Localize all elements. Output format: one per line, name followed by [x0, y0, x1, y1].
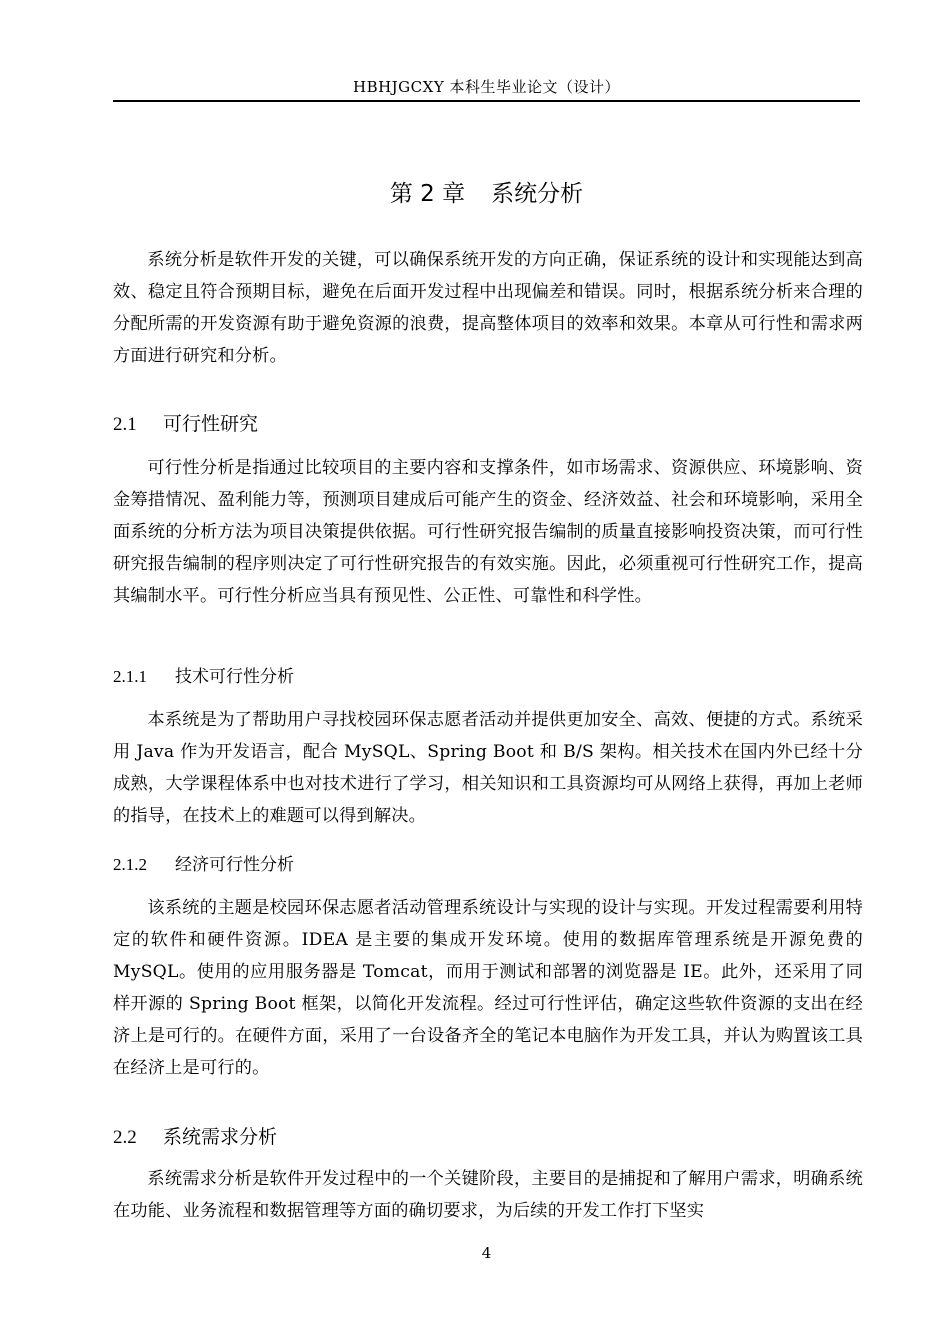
page-number: 4	[481, 1244, 492, 1262]
technical-feasibility-paragraph: 本系统是为了帮助用户寻找校园环保志愿者活动并提供更加安全、高效、便捷的方式。系统采用 Java 作为开发语言，配合 MySQL、Spring Boot 和 B/S 架构。相关技术在国内外已经十分成熟，大学课程体系中也对技术进行了学习，相关知识和工具资源均可从网络上获得，再加上老师的指导，在技术上的难题可以得到解决。	[113, 710, 863, 826]
requirements-paragraph: 系统需求分析是软件开发过程中的一个关键阶段，主要目的是捕捉和了解用户需求，明确系统在功能、业务流程和数据管理等方面的确切要求，为后续的开发工作打下坚实	[113, 1169, 863, 1221]
section-title: 系统需求分析	[163, 1126, 278, 1148]
chapter-title	[113, 178, 860, 210]
section-number: 2.1	[113, 414, 137, 435]
chapter-number: 第 2 章	[389, 181, 466, 207]
running-header: HBHJGCXY 本科生毕业论文（设计）	[352, 78, 620, 96]
chapter-name: 系统分析	[491, 181, 584, 207]
section-heading-2-1-1	[113, 664, 294, 690]
economic-feasibility-paragraph: 该系统的主题是校园环保志愿者活动管理系统设计与实现的设计与实现。开发过程需要利用特定的软件和硬件资源。IDEA 是主要的集成开发环境。使用的数据库管理系统是开源免费的 MySQL。使用的应用服务器是 Tomcat，而用于测试和部署的浏览器是 IE。此外，还采用了同样开源的 Spring Boot 框架，以简化开发流程。经过可行性评估，确定这些软件资源的支出在经济上是可行的。在硬件方面，采用了一台设备齐全的笔记本电脑作为开发工具，并认为购置该工具在经济上是可行的。	[113, 898, 863, 1078]
section-number: 2.1.1	[113, 667, 147, 686]
section-heading-2-2	[113, 1123, 277, 1152]
section-title: 技术可行性分析	[175, 667, 294, 687]
feasibility-paragraph: 可行性分析是指通过比较项目的主要内容和支撑条件，如市场需求、资源供应、环境影响、资金筹措情况、盈利能力等，预测项目建成后可能产生的资金、经济效益、社会和环境影响，采用全面系统的分析方法为项目决策提供依据。可行性研究报告编制的质量直接影响投资决策，而可行性研究报告编制的程序则决定了可行性研究报告的有效实施。因此，必须重视可行性研究工作，提高其编制水平。可行性分析应当具有预见性、公正性、可靠性和科学性。	[113, 458, 863, 606]
section-heading-2-1	[113, 410, 258, 439]
intro-paragraph: 系统分析是软件开发的关键，可以确保系统开发的方向正确，保证系统的设计和实现能达到高效、稳定且符合预期目标，避免在后面开发过程中出现偏差和错误。同时，根据系统分析来合理的分配所需的开发资源有助于避免资源的浪费，提高整体项目的效率和效果。本章从可行性和需求两方面进行研究和分析。	[113, 250, 863, 366]
section-number: 2.2	[113, 1127, 137, 1148]
header-rule	[113, 100, 860, 102]
section-number: 2.1.2	[113, 855, 147, 874]
section-title: 经济可行性分析	[175, 855, 294, 875]
section-heading-2-1-2	[113, 852, 294, 878]
section-title: 可行性研究	[163, 413, 259, 435]
